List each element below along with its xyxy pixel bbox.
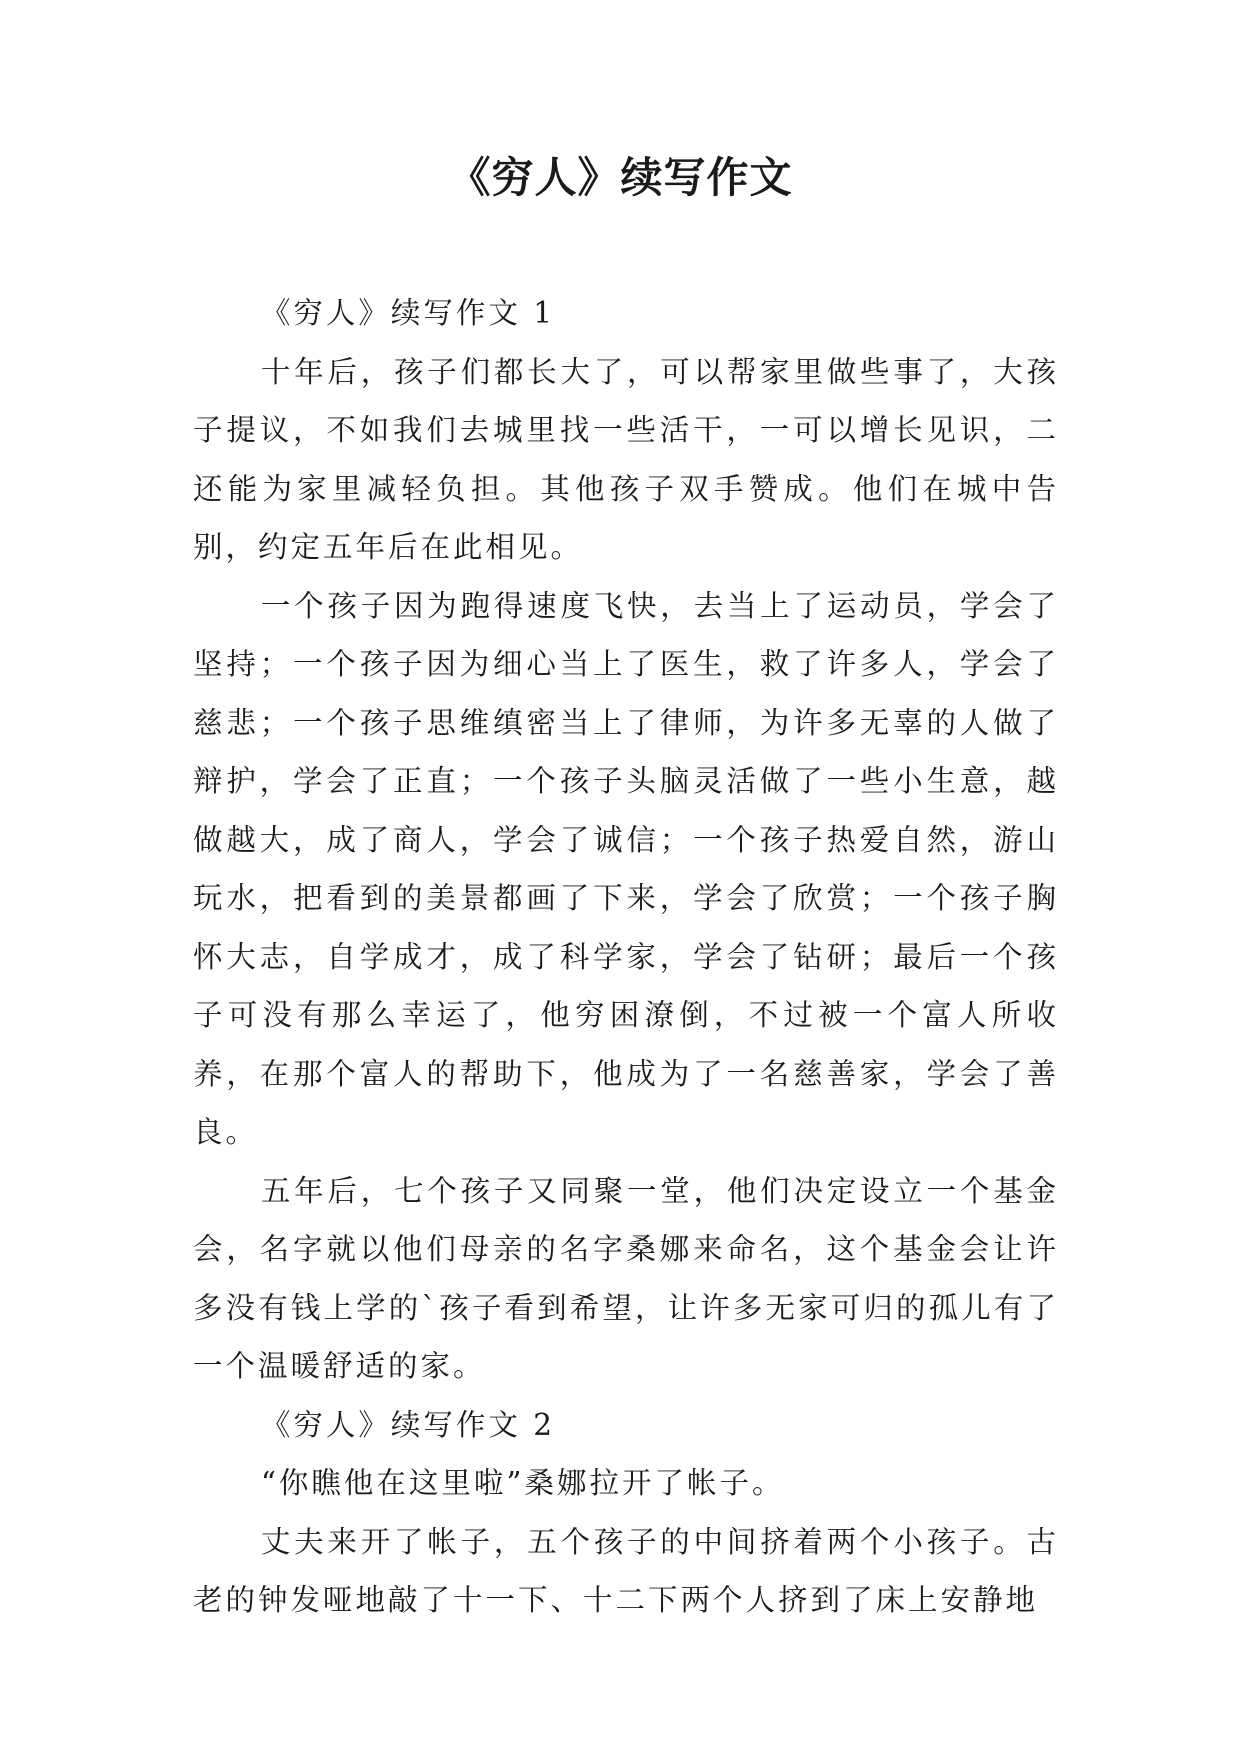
paragraph: 十年后，孩子们都长大了，可以帮家里做些事了，大孩子提议，不如我们去城里找一些活干，一可以增长见识，二还能为家里减轻负担。其他孩子双手赞成。他们在城中告别，约定五年后在此相见。 <box>193 354 1059 564</box>
paragraph: 五年后，七个孩子又同聚一堂，他们决定设立一个基金会，名字就以他们母亲的名字桑娜来命名，这个基金会让许多没有钱上学的`孩子看到希望，让许多无家可归的孤儿有了一个温暖舒适的家。 <box>193 1173 1059 1383</box>
paragraph: “你瞧他在这里啦”桑娜拉开了帐子。 <box>260 1466 785 1500</box>
section-heading-1: 《穷人》续写作文 1 <box>260 296 555 330</box>
paragraph: 一个孩子因为跑得速度飞快，去当上了运动员，学会了坚持；一个孩子因为细心当上了医生，救了许多人，学会了慈悲；一个孩子思维缜密当上了律师，为许多无辜的人做了辩护，学会了正直；一个孩子头脑灵活做了一些小生意，越做越大，成了商人，学会了诚信；一个孩子热爱自然，游山玩水，把看到的美景都画了下来，学会了欣赏；一个孩子胸怀大志，自学成才，成了科学家，学会了钻研；最后一个孩子可没有那么幸运了，他穷困潦倒，不过被一个富人所收养，在那个富人的帮助下，他成为了一名慈善家，学会了善良。 <box>193 588 1059 1149</box>
document-body <box>193 284 1059 1630</box>
document-title: 《穷人》续写作文 <box>448 153 793 202</box>
paragraph: 丈夫来开了帐子，五个孩子的中间挤着两个小孩子。古老的钟发哑地敲了十一下、十二下两个人挤到了床上安静地 <box>193 1524 1059 1617</box>
section-heading-2: 《穷人》续写作文 2 <box>260 1407 555 1442</box>
